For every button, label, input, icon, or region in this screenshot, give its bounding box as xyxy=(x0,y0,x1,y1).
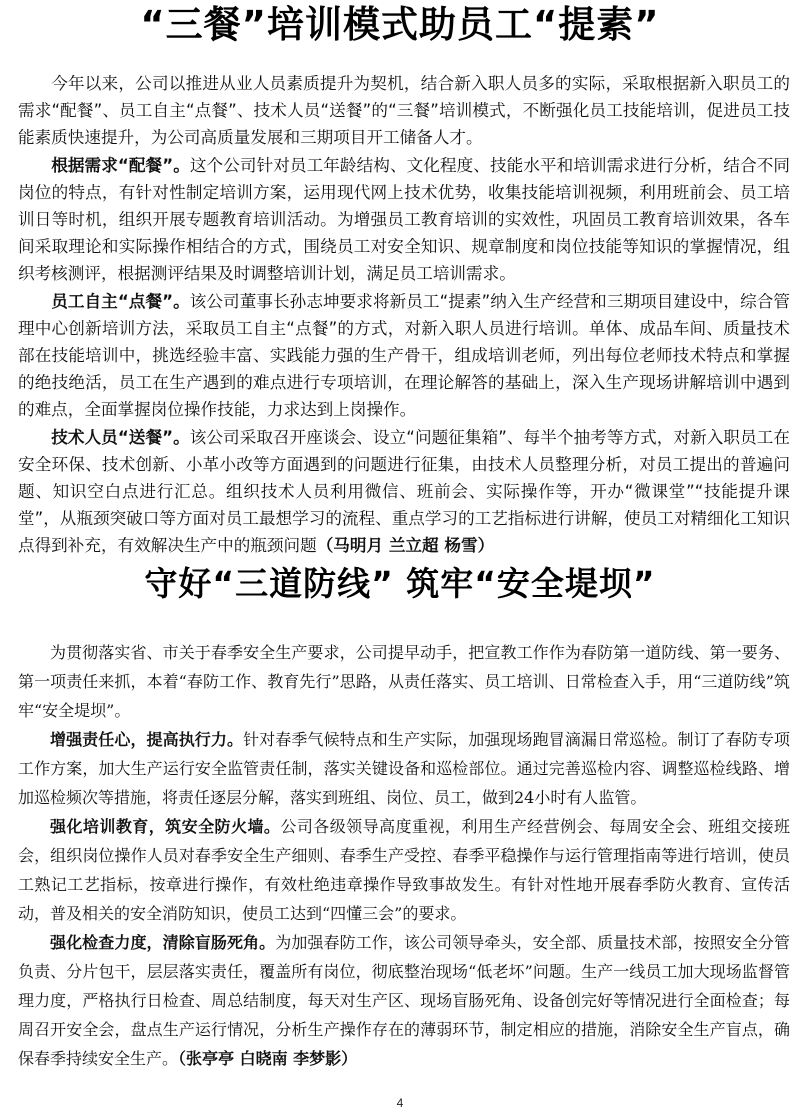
article2-section-1-lead: 增强责任心，提高执行力。 xyxy=(50,730,244,749)
article2-section-2 xyxy=(18,812,790,928)
article2-byline: （张亭亭 白晓南 李梦影） xyxy=(178,1049,358,1068)
article1-section-3 xyxy=(18,424,790,560)
article1-section-3-lead: 技术人员“送餐”。 xyxy=(51,427,190,447)
article2-section-1-text: 针对春季气候特点和生产实际，加强现场跑冒滴漏日常巡检。制订了春防专项工作方案，加大生产运行安全监管责任制，落实关键设备和巡检部位。通过完善巡检内容、调整巡检线路、增加巡检频次等措施，将责任逐层分解，落实到班组、岗位、员工，做到24小时有人监管。 xyxy=(18,730,790,807)
article1-title: “三餐”培训模式助员工“提素” xyxy=(140,3,660,46)
article1-section-2-lead: 员工自主“点餐”。 xyxy=(51,291,190,311)
article1-section-2-text: 该公司董事长孙志坤要求将新员工“提素”纳入生产经营和三期项目建设中，综合管理中心创新培训方法，采取员工自主“点餐”的方式，对新入职人员进行培训。单体、成品车间、质量技术部在技能培训中，挑选经验丰富、实践能力强的生产骨干，组成培训老师，列出每位老师技术特点和掌握的绝技绝活，员工在生产遇到的难点进行专项培训，在理论解答的基础上，深入生产现场讲解培训中遇到的难点，全面掌握岗位操作技能，力求达到上岗操作。 xyxy=(18,291,790,420)
article2-intro: 为贯彻落实省、市关于春季安全生产要求，公司提早动手，把宣教工作作为春防第一道防线、第一要务、第一项责任来抓，本着“春防工作、教育先行”思路，从责任落实、员工培训、日常检查入手，用“三道防线”筑牢“安全堤坝”。 xyxy=(18,643,790,720)
article1-intro: 今年以来，公司以推进从业人员素质提升为契机，结合新入职人员多的实际，采取根据新入职员工的需求“配餐”、员工自主“点餐”、技术人员“送餐”的“三餐”培训模式，不断强化员工技能培训，促进员工技能素质快速提升，为公司高质量发展和三期项目开工储备人才。 xyxy=(18,74,790,148)
article1-section-2 xyxy=(18,288,790,424)
article2-section-3-lead: 强化检查力度，清除盲肠死角。 xyxy=(50,933,276,952)
article1-section-1 xyxy=(18,152,790,288)
article2-section-3 xyxy=(18,928,790,1073)
article2-title: 守好“三道防线” 筑牢“安全堤坝” xyxy=(144,564,656,603)
article1-section-1-text: 这个公司针对员工年龄结构、文化程度、技能水平和培训需求进行分析，结合不同岗位的特点，有针对性制定培训方案，运用现代网上技术优势，收集技能培训视频，利用班前会、员工培训日等时机，组织开展专题教育培训活动。为增强员工教育培训的实效性，巩固员工教育培训效果，各车间采取理论和实际操作相结合的方式，围绕员工对安全知识、规章制度和岗位技能等知识的掌握情况，组织考核测评，根据测评结果及时调整培训计划，满足员工培训需求。 xyxy=(18,155,791,284)
article2-section-3-text: 为加强春防工作，该公司领导牵头，安全部、质量技术部，按照安全分管负责、分片包干，层层落实责任，覆盖所有岗位，彻底整治现场“低老坏”问题。生产一线员工加大现场监督管理力度，严格执行日检查、周总结制度，每天对生产区、现场盲肠死角、设备创完好等情况进行全面检查；每周召开安全会，盘点生产运行情况，分析生产操作存在的薄弱环节，制定相应的措施，消除安全生产盲点，确保春季持续安全生产。 xyxy=(18,933,790,1068)
article1-section-3-text: 该公司采取召开座谈会、设立“问题征集箱”、每半个抽考等方式，对新入职员工在安全环保、技术创新、小革小改等方面遇到的问题进行征集，由技术人员整理分析，对员工提出的普遍问题、知识空白点进行汇总。组织技术人员利用微信、班前会、实际操作等，开办“微课堂”“技能提升课堂”，从瓶颈突破口等方面对员工最想学习的流程、重点学习的工艺指标进行讲解，使员工对精细化工知识点得到补充，有效解决生产中的瓶颈问题 xyxy=(18,427,790,556)
page-number: 4 xyxy=(396,1096,404,1110)
article2-body xyxy=(18,638,790,1073)
article1-section-1-lead: 根据需求“配餐”。 xyxy=(51,155,190,175)
article2-section-2-text: 公司各级领导高度重视，利用生产经营例会、每周安全会、班组交接班会，组织岗位操作人员对春季安全生产细则、春季生产受控、春季平稳操作与运行管理指南等进行培训，使员工熟记工艺指标，按章进行操作，有效杜绝违章操作导致事故发生。有针对性地开展春季防火教育、宣传活动，普及相关的安全消防知识，使员工达到“四懂三会”的要求。 xyxy=(18,817,790,923)
article1-byline: （马明月 兰立超 杨雪） xyxy=(316,536,495,556)
article1-body xyxy=(18,70,790,560)
article2-section-2-lead: 强化培训教育，筑安全防火墙。 xyxy=(50,817,281,836)
article2-section-1 xyxy=(18,725,790,812)
